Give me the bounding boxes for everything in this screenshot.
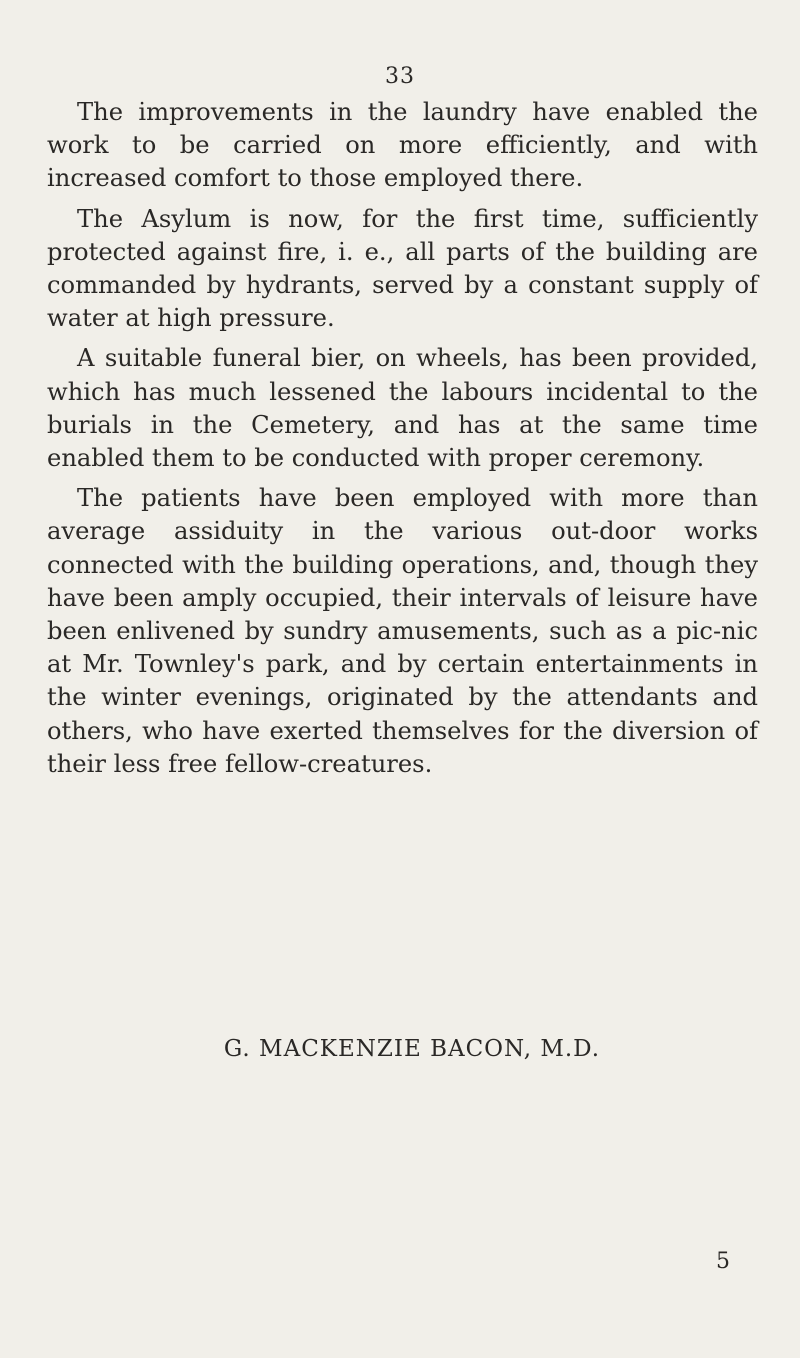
page-number: 33: [385, 64, 415, 89]
paragraph-funeral-bier: A suitable funeral bier, on wheels, has been provided, which has much lessened the labours incidental to the burials in the Cemetery, and has at the same time enabled them to be conducted with proper ceremony.: [47, 344, 758, 473]
signature-mark: 5: [716, 1249, 730, 1274]
body-text: [47, 96, 758, 788]
paragraph-fire-protection: The Asylum is now, for the first time, sufficiently protected against fire, i. e., all parts of the building are commanded by hydrants, served by a constant supply of water at high pressure.: [47, 204, 758, 333]
paragraph-laundry: The improvements in the laundry have enabled the work to be carried on more efficiently, and with increased comfort to those employed there.: [47, 98, 758, 193]
signature: G. MACKENZIE BACON, M.D.: [223, 1036, 601, 1062]
paragraph-patients: The patients have been employed with more than average assiduity in the various out-door works connected with the building operations, and, though they have been amply occupied, their intervals of leisure have been enlivened by sundry amusements, such as a pic-nic at Mr. Townley's park, and by certain entertainments in the winter evenings, originated by the attendants and others, who have exerted themselves for the diversion of their less free fellow-creatures.: [47, 484, 758, 778]
